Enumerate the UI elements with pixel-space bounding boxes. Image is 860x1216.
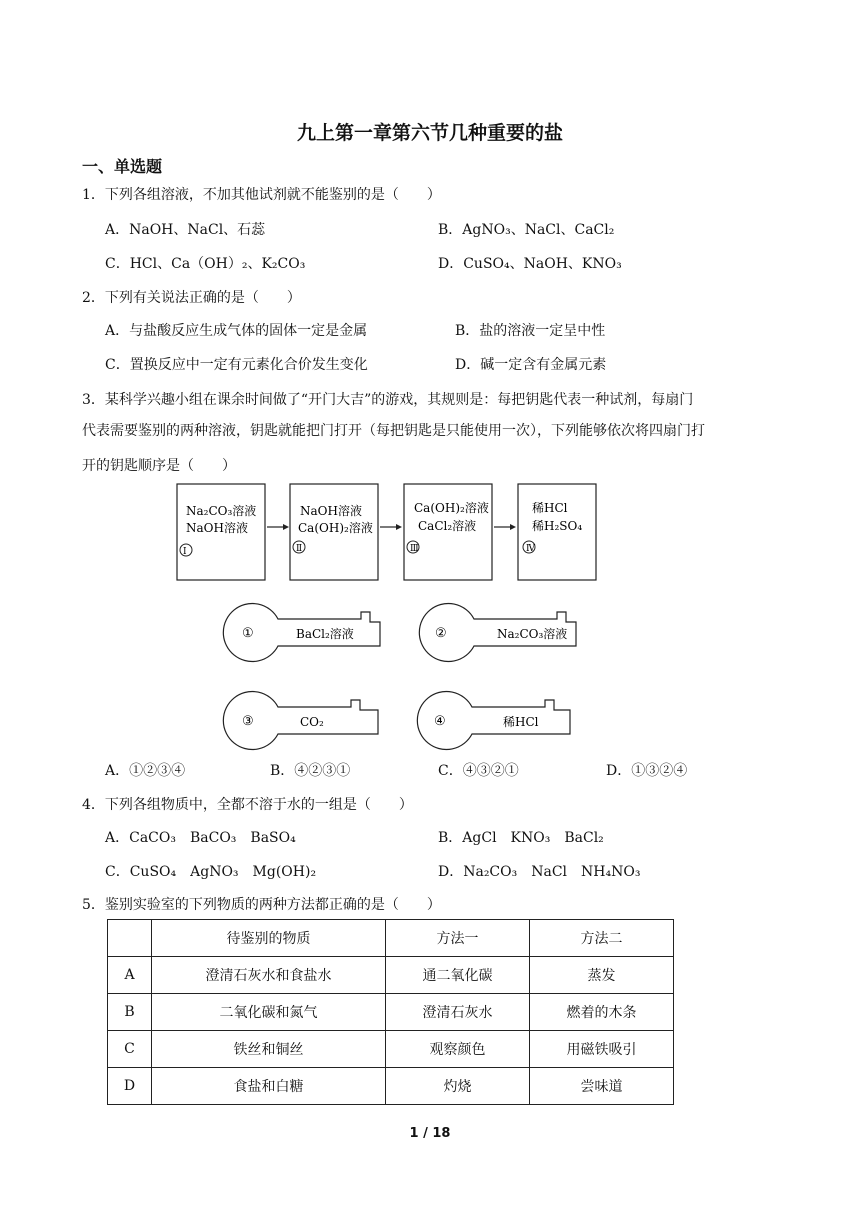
door-4-label-1: 稀HCl bbox=[532, 501, 568, 515]
q1-option-a: A．NaOH、NaCl、石蕊 bbox=[105, 222, 266, 238]
door-4-label-2: 稀H₂SO₄ bbox=[532, 519, 583, 533]
key-2 bbox=[419, 603, 576, 661]
door-4 bbox=[518, 484, 596, 580]
door-3-label-2: CaCl₂溶液 bbox=[418, 519, 477, 533]
table-cell: 蒸发 bbox=[530, 957, 674, 994]
table-header-cell: 待鉴别的物质 bbox=[152, 920, 386, 957]
table-cell: 铁丝和铜丝 bbox=[152, 1031, 386, 1068]
door-3-label-1: Ca(OH)₂溶液 bbox=[414, 501, 489, 515]
q5-table bbox=[107, 919, 674, 1105]
arrow-1 bbox=[267, 524, 289, 530]
q3-option-a: A．①②③④ bbox=[105, 763, 186, 779]
key-2-label: Na₂CO₃溶液 bbox=[497, 627, 568, 641]
page-title: 九上第一章第六节几种重要的盐 bbox=[296, 122, 563, 144]
q2-option-b: B．盐的溶液一定呈中性 bbox=[455, 323, 606, 339]
q2-option-d: D．碱一定含有金属元素 bbox=[455, 357, 607, 373]
q4-option-d: D．Na₂CO₃ NaCl NH₄NO₃ bbox=[438, 864, 641, 880]
door-4-mark: Ⅳ bbox=[526, 544, 535, 554]
table-cell: 观察颜色 bbox=[386, 1031, 530, 1068]
q4-option-b: B．AgCl KNO₃ BaCl₂ bbox=[438, 830, 604, 846]
q3-stem-line2: 代表需要鉴别的两种溶液，钥匙就能把门打开（每把钥匙是只能使用一次），下列能够依次将四扇门打 bbox=[82, 423, 705, 439]
key-4-label: 稀HCl bbox=[503, 715, 539, 729]
door-3 bbox=[404, 484, 492, 580]
key-2-number: ② bbox=[435, 626, 447, 641]
q1-option-d: D．CuSO₄、NaOH、KNO₃ bbox=[438, 256, 622, 272]
q1-stem: 1．下列各组溶液，不加其他试剂就不能鉴别的是（ ） bbox=[82, 187, 441, 203]
door-2-label-2: Ca(OH)₂溶液 bbox=[298, 521, 373, 535]
table-row bbox=[108, 957, 674, 994]
table-cell: C bbox=[108, 1031, 152, 1068]
table-cell: 二氧化碳和氮气 bbox=[152, 994, 386, 1031]
key-3-label: CO₂ bbox=[300, 715, 324, 729]
key-3-number: ③ bbox=[242, 714, 254, 729]
key-4 bbox=[417, 692, 570, 750]
q4-option-c: C．CuSO₄ AgNO₃ Mg(OH)₂ bbox=[105, 864, 317, 880]
q2-option-a: A．与盐酸反应生成气体的固体一定是金属 bbox=[105, 323, 368, 339]
q5-stem: 5．鉴别实验室的下列物质的两种方法都正确的是（ ） bbox=[82, 897, 441, 913]
door-3-mark: Ⅲ bbox=[410, 544, 419, 554]
key-1 bbox=[223, 603, 380, 661]
key-1-number: ① bbox=[242, 626, 254, 641]
table-cell: A bbox=[108, 957, 152, 994]
table-row bbox=[108, 994, 674, 1031]
q2-stem: 2．下列有关说法正确的是（ ） bbox=[82, 290, 301, 306]
q3-stem-line1: 3．某科学兴趣小组在课余时间做了“开门大吉”的游戏，其规则是：每把钥匙代表一种试剂，每扇门 bbox=[82, 392, 694, 408]
table-cell: 燃着的木条 bbox=[530, 994, 674, 1031]
table-cell: 澄清石灰水和食盐水 bbox=[152, 957, 386, 994]
table-cell: 用磁铁吸引 bbox=[530, 1031, 674, 1068]
q4-stem: 4．下列各组物质中，全都不溶于水的一组是（ ） bbox=[82, 797, 413, 813]
key-4-number: ④ bbox=[434, 714, 446, 729]
table-cell: 灼烧 bbox=[386, 1068, 530, 1105]
table-header-cell: 方法一 bbox=[386, 920, 530, 957]
table-header-row bbox=[108, 920, 674, 957]
table-cell: 尝味道 bbox=[530, 1068, 674, 1105]
table-header-cell bbox=[108, 920, 152, 957]
table-row bbox=[108, 1068, 674, 1105]
table-cell: B bbox=[108, 994, 152, 1031]
door-1 bbox=[177, 484, 265, 580]
door-2-mark: Ⅱ bbox=[296, 544, 303, 554]
q3-stem-line3: 开的钥匙顺序是（ ） bbox=[82, 458, 236, 474]
door-1-label-2: NaOH溶液 bbox=[186, 521, 248, 535]
page-number: 1 / 18 bbox=[409, 1126, 451, 1141]
table-cell: 澄清石灰水 bbox=[386, 994, 530, 1031]
door-2 bbox=[290, 484, 378, 580]
q3-option-b: B．④②③① bbox=[270, 763, 351, 779]
table-cell: 通二氧化碳 bbox=[386, 957, 530, 994]
door-2-label-1: NaOH溶液 bbox=[300, 504, 362, 518]
q3-option-d: D．①③②④ bbox=[606, 763, 688, 779]
door-1-mark: Ⅰ bbox=[183, 547, 187, 557]
table-cell: D bbox=[108, 1068, 152, 1105]
table-header-cell: 方法二 bbox=[530, 920, 674, 957]
arrow-3 bbox=[494, 524, 516, 530]
q4-option-a: A．CaCO₃ BaCO₃ BaSO₄ bbox=[105, 830, 296, 846]
table-row bbox=[108, 1031, 674, 1068]
key-3 bbox=[223, 692, 378, 750]
q1-option-c: C．HCl、Ca（OH）₂、K₂CO₃ bbox=[105, 256, 306, 272]
key-1-label: BaCl₂溶液 bbox=[296, 627, 354, 641]
q1-option-b: B．AgNO₃、NaCl、CaCl₂ bbox=[438, 222, 615, 238]
section-heading: 一、单选题 bbox=[82, 157, 163, 176]
q3-option-c: C．④③②① bbox=[438, 763, 519, 779]
q2-option-c: C．置换反应中一定有元素化合价发生变化 bbox=[105, 357, 368, 373]
arrow-2 bbox=[380, 524, 402, 530]
table-cell: 食盐和白糖 bbox=[152, 1068, 386, 1105]
door-1-label-1: Na₂CO₃溶液 bbox=[186, 504, 257, 518]
